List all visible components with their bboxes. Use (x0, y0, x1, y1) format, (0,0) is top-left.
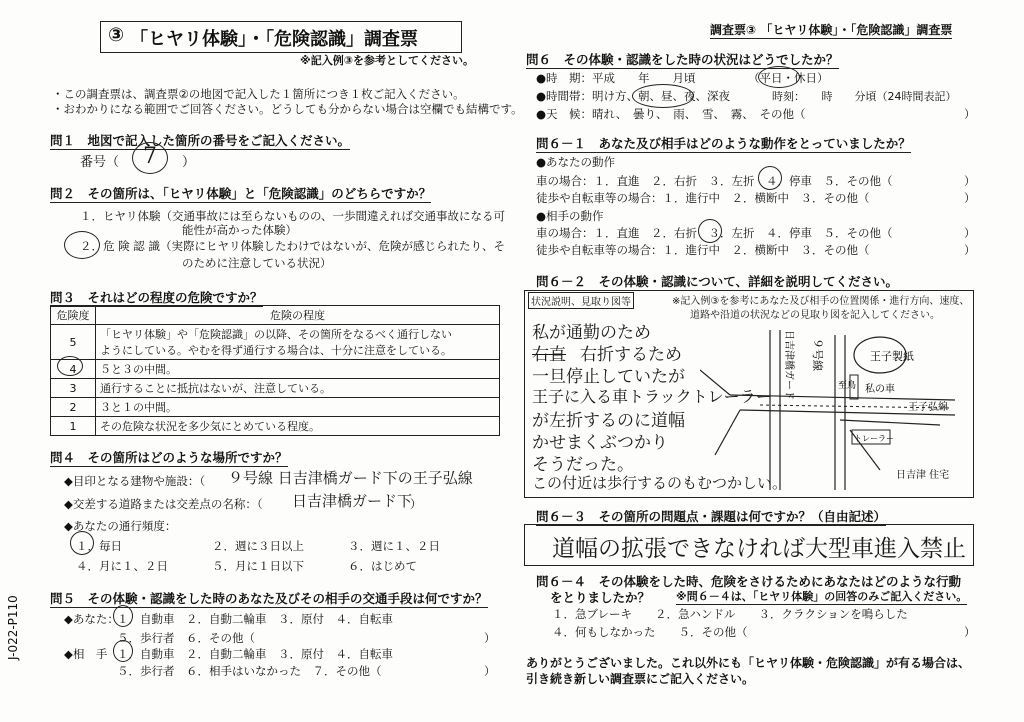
sketch-note-1: ※記入例③を参考にあなた及び相手の位置関係・進行方向、速度、 (672, 296, 970, 307)
q4-selected-circle (70, 531, 94, 555)
q1-answer[interactable]: 7 (143, 144, 157, 169)
freq-option[interactable]: １．毎日 (76, 539, 122, 553)
sketch-note-2: 道路や沿道の状況などの見取り図を記入してください。 (690, 310, 940, 321)
q5-you-circle (113, 605, 133, 627)
q61-other-car[interactable]: 車の場合：１．直進 ２．右折 ３．左折 ４．停車 ５．その他（ (536, 226, 893, 240)
q4-road-suffix: ） (410, 497, 422, 511)
q5-you-close: ） (484, 631, 496, 645)
sketch-hand-line: かせまくぶつかり (532, 433, 668, 453)
sketch-hand-line: 一旦停止していたが (532, 367, 685, 387)
q4-label: 問４ その箇所はどのような場所ですか？ (50, 450, 288, 465)
q2-option-2[interactable]: ２．危 険 認 識（実際にヒヤリ体験したわけではないが、危険が感じられたり、そ (80, 239, 505, 253)
sketch-hand-line: この付近は歩行するのもむつかしい。 (532, 474, 788, 492)
level-cell: 5 (51, 325, 96, 360)
q64-options-2[interactable]: ４．何もしなかった ５．その他（ (552, 625, 748, 639)
desc-cell: ５と３の中間。 (96, 360, 500, 379)
table-row[interactable] (51, 379, 500, 398)
freq-option[interactable]: ４．月に１、２日 (76, 559, 168, 573)
q2-option-1b: 能性が高かった体験） (182, 223, 297, 237)
table-row[interactable] (51, 360, 500, 379)
q5-label: 問５ その体験・認識をした時のあなた及びその相手の交通手段は何ですか？ (50, 591, 488, 606)
q64-note: ※問６－４は、「ヒヤリ体験」の回答のみご記入ください。 (676, 590, 968, 603)
q61-you-walk[interactable]: 徒歩や自転車等の場合：１．進行中 ２．横断中 ３．その他（ (536, 191, 870, 205)
level-cell: 4 (51, 360, 96, 379)
sketch-hand-line: そうだった。 (532, 455, 634, 475)
danger-table (50, 305, 500, 436)
q6-day[interactable]: （平日・休日） (748, 71, 829, 85)
q5-you-options-1[interactable]: １．自動車 ２．自動二輪車 ３．原付 ４．自転車 (117, 612, 393, 626)
sketch-hand-line: 右折するため (580, 345, 682, 365)
q6-day-circle (758, 66, 800, 88)
q6-weather[interactable]: ●天 候：晴れ、 曇り、 雨、 雪、 霧、 その他（ (536, 107, 806, 121)
col-level: 危険度 (51, 306, 96, 325)
intro-line-2: ・おわかりになる範囲でご回答ください。どうしても分からない場合は空欄でも結構です。 (52, 102, 523, 116)
q5-other-circle (113, 640, 133, 662)
q61-other-head: ●相手の動作 (536, 209, 604, 223)
col-desc: 危険の程度 (96, 306, 500, 325)
sketch-hand-line: 私が通勤のため (532, 323, 651, 343)
level-cell: 3 (51, 379, 96, 398)
q2-label: 問２ その箇所は、「ヒヤリ体験」と「危険認識」のどちらですか？ (50, 186, 432, 201)
q64-label: 問６－４ その体験をした時、危険をさけるためにあなたはどのような行動 (536, 574, 962, 589)
level-cell: 1 (51, 417, 96, 436)
q63-answer[interactable]: 道幅の拡張できなければ大型車進入禁止 (552, 536, 966, 562)
q64-options-1[interactable]: １．急ブレーキ ２．急ハンドル ３．クラクションを鳴らした (552, 607, 908, 621)
q3-label: 問３ それはどの程度の危険ですか？ (50, 290, 263, 305)
freq-option[interactable]: ６．はじめて (348, 559, 417, 573)
map-label: 至鳥 (838, 381, 857, 391)
q5-other-close: ） (484, 664, 496, 678)
freq-option[interactable]: ５．月に１日以下 (212, 559, 304, 573)
q5-other-options-2[interactable]: ５．歩行者 ６．相手はいなかった ７．その他（ (117, 664, 382, 678)
q2-selected-circle (64, 231, 100, 259)
map-label: トレーラー (854, 434, 894, 443)
q1-prefix: 番号（ (80, 155, 120, 170)
page-title: 「ヒヤリ体験」・「危険認識」調査票 (130, 29, 418, 50)
table-row[interactable] (51, 398, 500, 417)
q4-road-label: ◆交差する道路または交差点の名称：（ (64, 497, 263, 511)
q61-label: 問６－１ あなた及び相手はどのような動作をとっていましたか？ (536, 136, 911, 151)
q3-selected-circle (57, 356, 83, 376)
header-right: 調査票③ 「ヒヤリ体験」・「危険認識」調査票 (710, 23, 953, 37)
q6-hours-circle (632, 84, 694, 108)
q4-landmark-label: ◆目印となる建物や施設：（ (64, 474, 206, 488)
q4-freq-label: ◆あなたの通行頻度： (64, 519, 177, 533)
level-cell: 2 (51, 398, 96, 417)
q61-you-car[interactable]: 車の場合：１．直進 ２．右折 ３．左折 ４．停車 ５．その他（ (536, 174, 893, 188)
q6-time: ●時 期：平成 年 月頃 (536, 71, 696, 85)
side-code: J-022-P110 (6, 595, 20, 660)
q61-other-walk[interactable]: 徒歩や自転車等の場合：１．進行中 ２．横断中 ３．その他（ (536, 243, 870, 257)
q6-close: ） (964, 107, 976, 121)
q6-hours[interactable]: ●時間帯：明け方、朝、昼、夜、深夜 (536, 89, 731, 103)
title-number: ③ (108, 24, 125, 46)
map-label: 日吉津 住宅 (896, 470, 950, 481)
q61-other-circle (698, 219, 722, 243)
footer-line-1: ありがとうございました。これ以外にも「ヒヤリ体験・危険認識」が有る場合は、 (526, 656, 971, 670)
q2-option-1[interactable]: １．ヒヤリ体験（交通事故には至らないものの、一歩間違えれば交通事故になる可 (80, 209, 506, 223)
q1-answer-circle (132, 142, 168, 174)
freq-option[interactable]: ２．週に３日以上 (212, 539, 304, 553)
q6-label: 問６ その体験・認識をした時の状況はどうでしたか？ (526, 52, 839, 67)
q61-other-close: ） (964, 226, 976, 240)
table-row[interactable] (51, 325, 500, 360)
sketch-strike: 右直 (532, 345, 566, 365)
desc-cell: 通行することに抵抗はないが、注意している。 (96, 379, 500, 398)
map-label: 王子弘線 (908, 402, 948, 413)
q63-label: 問６－３ その箇所の問題点・課題は何ですか？（自由記述） (536, 509, 887, 524)
q6-hours-exact: 時刻： 時 分頃（24時間表記） (772, 90, 957, 103)
q4-landmark-answer[interactable]: ９号線 日吉津橋ガード下の王子弘線 (228, 469, 473, 487)
sketch-hand-line: が左折するのに道幅 (532, 411, 685, 431)
map-label: ９号線 (811, 338, 824, 371)
q5-you-label: ◆あなた： (64, 612, 119, 626)
q64-close: ） (964, 625, 976, 639)
sketch-tag: 状況説明、見取り図等 (528, 292, 634, 309)
q4-road-answer[interactable]: 日吉津橋ガード下 (292, 492, 413, 510)
q1-suffix: ） (182, 155, 196, 170)
q5-other-options-1[interactable]: １．自動車 ２．自動二輪車 ３．原付 ４．自転車 (117, 647, 393, 661)
intro-line-1: ・この調査票は、調査票②の地図で記入した１箇所につき１枚ご記入ください。 (52, 87, 465, 101)
q1-label: 問１ 地図で記入した箇所の番号をご記入ください。 (50, 133, 351, 148)
q61-you-head: ●あなたの動作 (536, 155, 616, 169)
sketch-map (700, 320, 972, 496)
q61-other-walk-close: ） (964, 243, 976, 257)
desc-cell: 「ヒヤリ体験」や「危険認識」の以降、その箇所をなるべく通行しない ようにしている。やむを得ず通行する場合は、十分に注意をしている。 (96, 325, 500, 360)
map-label: 私の車 (865, 384, 895, 395)
q5-you-options-2[interactable]: ５．歩行者 ６．その他（ (117, 631, 255, 645)
table-row[interactable] (51, 417, 500, 436)
sketch-hand-line: 王子に入る車トラックトレーラー (532, 387, 772, 406)
q61-you-close: ） (964, 174, 976, 188)
desc-cell: ３と１の中間。 (96, 398, 500, 417)
title-note: ※記入例③を参考としてください。 (300, 54, 475, 67)
q2-option-2b: のために注意している状況） (182, 256, 332, 270)
freq-option[interactable]: ３．週に１、２日 (348, 539, 440, 553)
footer-line-2: 引き続き新しい調査票にご記入ください。 (526, 672, 755, 686)
map-label: 王子製紙 (870, 350, 914, 363)
map-label: 日吉津橋ガード (783, 330, 794, 400)
q61-you-circle (758, 166, 782, 190)
q5-other-label: ◆相 手 (64, 647, 108, 661)
q61-you-walk-close: ） (964, 191, 976, 205)
q62-label: 問６－２ その体験・認識について、詳細を説明してください。 (536, 274, 899, 289)
q64-label-2: をとりましたか？ (550, 590, 651, 605)
desc-cell: その危険な状況を多少気にとめている程度。 (96, 417, 500, 436)
